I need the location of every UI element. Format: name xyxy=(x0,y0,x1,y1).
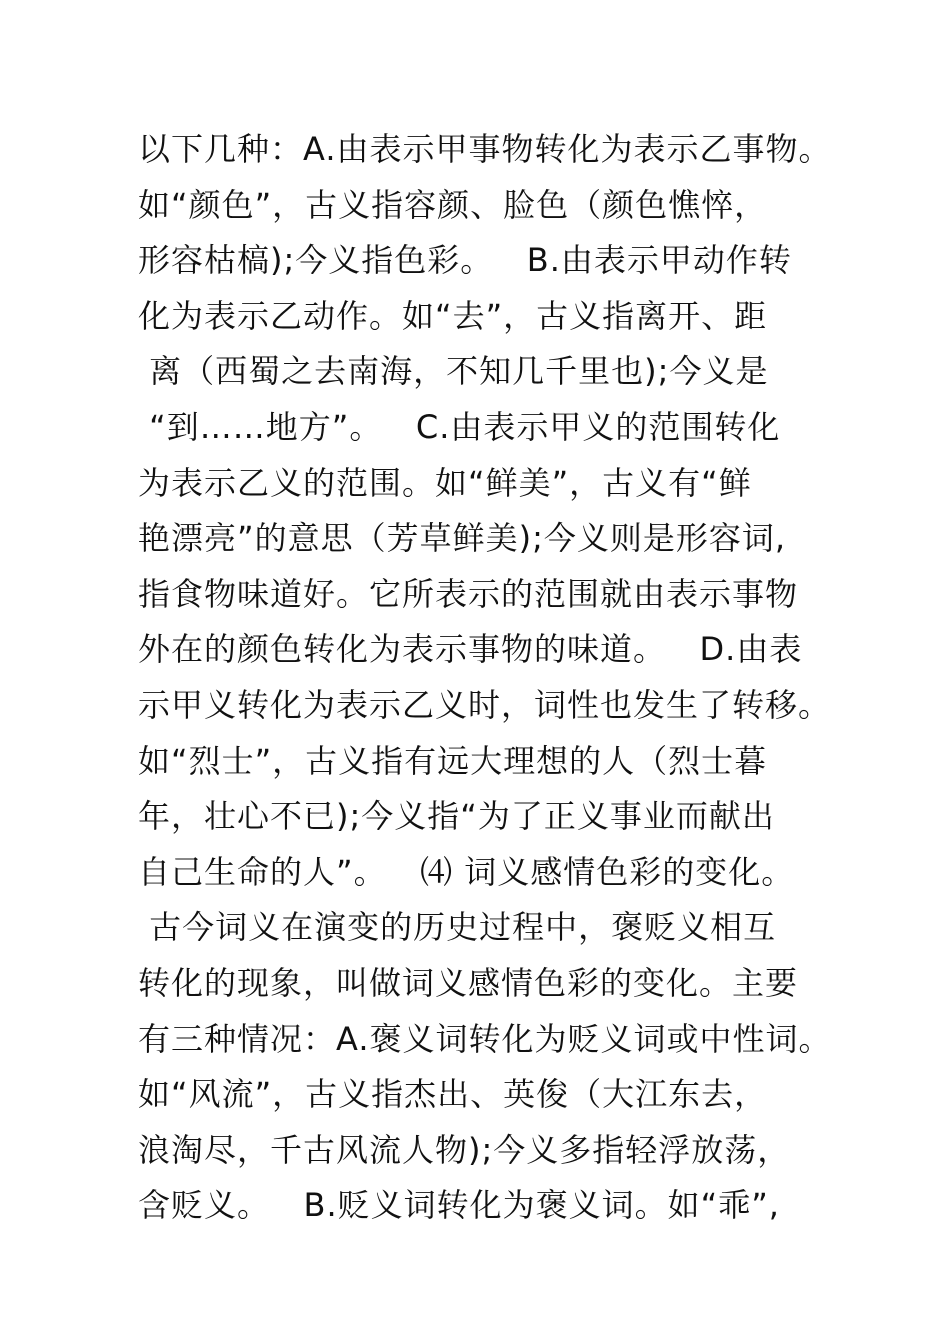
text-line: 形容枯槁);今义指色彩。 B.由表示甲动作转 xyxy=(138,241,792,280)
text-line: 古今词义在演变的历史过程中，褒贬义相互 xyxy=(138,908,777,947)
text-line: 离（西蜀之去南海，不知几千里也);今义是 xyxy=(138,352,769,391)
text-line: 艳漂亮”的意思（芳草鲜美);今义则是形容词, xyxy=(138,519,787,558)
text-line: 自己生命的人”。 ⑷ 词义感情色彩的变化。 xyxy=(138,852,795,891)
text-line: “到……地方”。 C.由表示甲义的范围转化 xyxy=(138,407,781,446)
text-line: 如“颜色”，古义指容颜、脸色（颜色憔悴， xyxy=(138,185,768,224)
text-line: 以下几种：A.由表示甲事物转化为表示乙事物。 xyxy=(138,130,832,168)
text-line: 转化的现象，叫做词义感情色彩的变化。主要 xyxy=(138,963,799,1002)
text-line: 化为表示乙动作。如“去”，古义指离开、距 xyxy=(138,296,768,335)
text-line: 年，壮心不已);今义指“为了正义事业而献出 xyxy=(138,797,775,836)
text-line: 指食物味道好。它所表示的范围就由表示事物 xyxy=(138,574,799,613)
text-line: 如“烈士”，古义指有远大理想的人（烈士暮 xyxy=(138,741,768,780)
text-line: 外在的颜色转化为表示事物的味道。 D.由表 xyxy=(138,630,803,669)
text-line: 含贬义。 B.贬义词转化为褒义词。如“乖”, xyxy=(138,1186,780,1225)
text-line: 如“风流”，古义指杰出、英俊（大江东去， xyxy=(138,1075,768,1114)
text-line: 为表示乙义的范围。如“鲜美”，古义有“鲜 xyxy=(138,463,752,502)
text-line: 有三种情况：A.褒义词转化为贬义词或中性词。 xyxy=(138,1019,832,1058)
body-text xyxy=(138,122,838,1234)
text-line: 浪淘尽，千古风流人物);今义多指轻浮放荡， xyxy=(138,1130,791,1169)
text-line: 示甲义转化为表示乙义时，词性也发生了转移。 xyxy=(138,685,832,724)
